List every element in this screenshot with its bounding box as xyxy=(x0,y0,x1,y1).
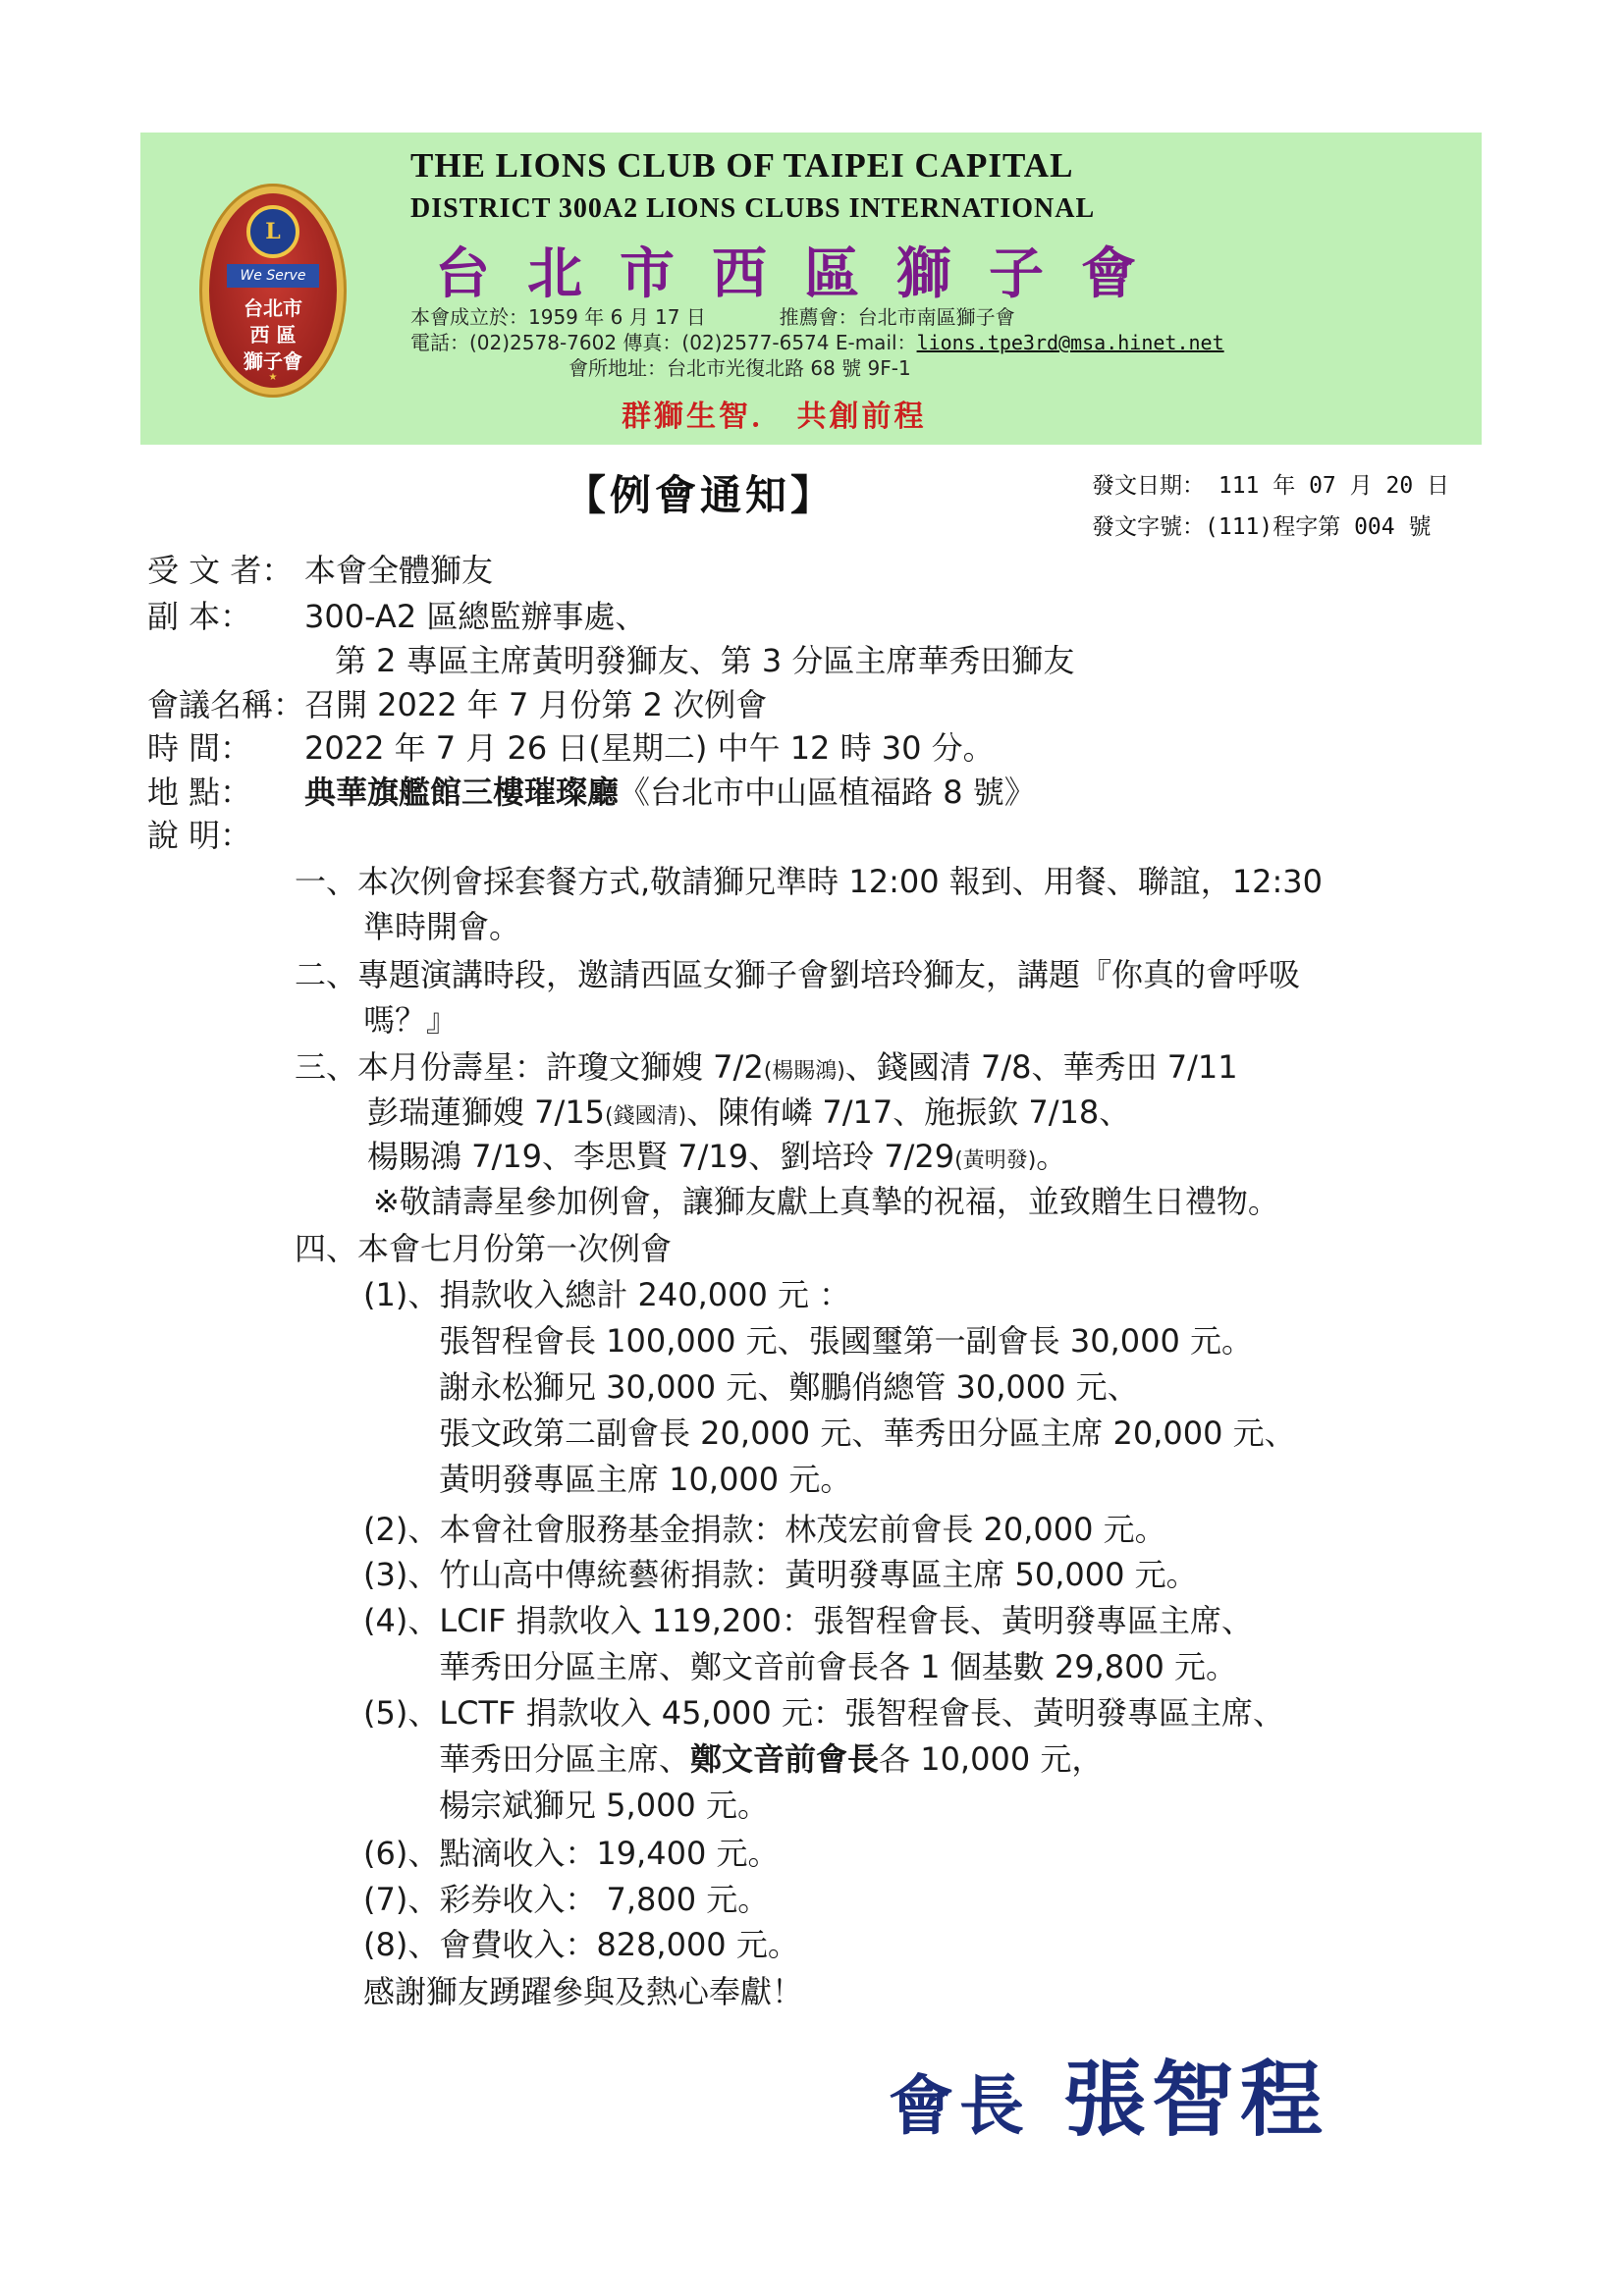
club-title-en: THE LIONS CLUB OF TAIPEI CAPITAL xyxy=(410,146,1074,185)
item-3-line-4: ※敬請壽星參加例會，讓獅友獻上真摯的祝福，並致贈生日禮物。 xyxy=(373,1183,1279,1220)
birthday-text: 、陳侑嶙 7/17、施振欽 7/18、 xyxy=(686,1094,1131,1131)
notes-label: 說 明： xyxy=(147,817,252,854)
item-1-line-2: 準時開會。 xyxy=(363,908,521,945)
item-2-line-1: 二、專題演講時段，邀請西區女獅子會劉培玲獅友，講題『你真的會呼吸 xyxy=(295,956,1301,993)
sub-item-1-line-d: 黃明發專區主席 10,000 元。 xyxy=(439,1461,852,1498)
donor-text: 華秀田分區主席、 xyxy=(439,1740,691,1778)
club-subtitle-en: DISTRICT 300A2 LIONS CLUBS INTERNATIONAL xyxy=(410,193,1096,224)
signature xyxy=(889,2034,1328,2153)
sponsor-club: 推薦會：台北市南區獅子會 xyxy=(779,305,1015,329)
notes-row xyxy=(147,811,304,856)
club-title-zh: 台北市西區獅子會 xyxy=(435,241,1173,306)
signature-title: 會長 xyxy=(889,2067,1030,2144)
time-label: 時 間： xyxy=(147,729,252,767)
star-icon: ★ xyxy=(268,372,278,383)
place-row xyxy=(147,768,1036,813)
logo-we-serve: We Serve xyxy=(227,264,319,288)
birthday-note: (錢國清) xyxy=(605,1104,687,1129)
sub-item-4-line-a: 華秀田分區主席、鄭文音前會長各 1 個基數 29,800 元。 xyxy=(439,1648,1238,1685)
place-venue: 典華旗艦館三樓璀璨廳 xyxy=(304,774,620,811)
sub-item-6: (6)、點滴收入：19,400 元。 xyxy=(363,1835,780,1872)
item-3-line-2 xyxy=(367,1088,1130,1133)
thanks-line: 感謝獅友踴躍參與及熱心奉獻！ xyxy=(363,1973,804,2010)
donor-text: 各 10,000 元， xyxy=(879,1740,1104,1778)
sub-item-8: (8)、會費收入：828,000 元。 xyxy=(363,1926,799,1963)
place-address: 《台北市中山區植福路 8 號》 xyxy=(619,774,1036,811)
sub-item-1-line-b: 謝永松獅兄 30,000 元、鄭鵬俏總管 30,000 元、 xyxy=(439,1368,1139,1406)
birthday-note: (楊賜鴻) xyxy=(763,1059,845,1084)
logo-club-name xyxy=(209,295,337,375)
logo-name-line: 台北市 xyxy=(244,296,302,320)
sub-item-4: (4)、LCIF 捐款收入 119,200：張智程會長、黃明發專區主席、 xyxy=(363,1602,1254,1639)
sub-item-7: (7)、彩券收入： 7,800 元。 xyxy=(363,1881,770,1918)
birthday-text: 彭瑞蓮獅嫂 7/15 xyxy=(367,1094,606,1131)
sub-item-1-line-a: 張智程會長 100,000 元、張國璽第一副會長 30,000 元。 xyxy=(439,1322,1253,1360)
issue-number: 發文字號：(111)程字第 004 號 xyxy=(1092,514,1432,540)
logo-badge xyxy=(209,193,337,388)
issue-date: 發文日期： 111 年 07 月 20 日 xyxy=(1092,473,1450,499)
birthday-text: 三、本月份壽星：許瓊文獅嫂 7/2 xyxy=(295,1048,764,1086)
meeting-row xyxy=(147,680,767,725)
birthday-text: 楊賜鴻 7/19、李思賢 7/19、劉培玲 7/29 xyxy=(367,1138,955,1175)
sub-item-1-line-c: 張文政第二副會長 20,000 元、華秀田分區主席 20,000 元、 xyxy=(439,1415,1296,1452)
sub-item-3: (3)、竹山高中傳統藝術捐款：黃明發專區主席 50,000 元。 xyxy=(363,1556,1198,1593)
recipient-value: 本會全體獅友 xyxy=(304,552,494,589)
sub-item-5-line-b: 楊宗斌獅兄 5,000 元。 xyxy=(439,1787,769,1824)
item-1-line-1: 一、本次例會採套餐方式,敬請獅兄準時 12:00 報到、用餐、聯誼，12:30 xyxy=(295,863,1323,900)
place-label: 地 點： xyxy=(147,774,252,811)
copy-value-1: 300-A2 區總監辦事處、 xyxy=(304,598,647,635)
recipient-row xyxy=(147,546,493,591)
meeting-value: 召開 2022 年 7 月份第 2 次例會 xyxy=(304,686,768,723)
sub-item-5-line-a xyxy=(439,1735,1103,1780)
signature-name: 張智程 xyxy=(1063,2051,1329,2148)
letterhead xyxy=(140,133,1482,445)
time-value: 2022 年 7 月 26 日(星期二) 中午 12 時 30 分。 xyxy=(304,729,995,767)
contact-line xyxy=(410,327,1224,355)
founded-line xyxy=(410,301,1015,330)
sub-item-2: (2)、本會社會服務基金捐款：林茂宏前會長 20,000 元。 xyxy=(363,1511,1166,1548)
sub-item-1: (1)、捐款收入總計 240,000 元 ： xyxy=(363,1276,851,1313)
birthday-text: 、錢國清 7/8、華秀田 7/11 xyxy=(844,1048,1238,1086)
lions-emblem-icon xyxy=(246,205,299,258)
club-logo xyxy=(199,184,347,398)
copy-row xyxy=(147,592,646,637)
item-3-line-3 xyxy=(367,1132,1067,1177)
copy-value-2: 第 2 專區主席黃明發獅友、第 3 分區主席華秀田獅友 xyxy=(335,642,1075,679)
birthday-text: 。 xyxy=(1036,1138,1068,1175)
item-3-line-1 xyxy=(295,1042,1238,1088)
logo-name-line: 西 區 xyxy=(249,323,297,347)
birthday-note: (黃明發) xyxy=(954,1148,1037,1173)
meeting-label: 會議名稱： xyxy=(147,686,305,723)
donor-highlight: 鄭文音前會長 xyxy=(690,1740,880,1778)
copy-label: 副 本： xyxy=(147,598,252,635)
item-2-line-2: 嗎？』 xyxy=(363,1001,459,1039)
item-4-heading: 四、本會七月份第一次例會 xyxy=(295,1230,673,1267)
emblem-letter: L xyxy=(265,219,281,244)
logo-name-line: 獅子會 xyxy=(244,349,302,373)
club-motto: 群獅生智． 共創前程 xyxy=(622,400,927,434)
time-row xyxy=(147,723,995,769)
notice-title: 【例會通知】 xyxy=(565,471,837,519)
email-link[interactable]: lions.tpe3rd@msa.hinet.net xyxy=(916,331,1224,354)
recipient-label: 受 文 者： xyxy=(147,552,294,589)
phone-fax: 電話：(02)2578-7602 傳真：(02)2577-6574 E-mail： xyxy=(410,331,917,354)
founded-date: 本會成立於：1959 年 6 月 17 日 xyxy=(410,305,706,329)
sub-item-5: (5)、LCTF 捐款收入 45,000 元：張智程會長、黃明發專區主席、 xyxy=(363,1694,1284,1732)
club-address: 會所地址：台北市光復北路 68 號 9F-1 xyxy=(568,356,911,380)
